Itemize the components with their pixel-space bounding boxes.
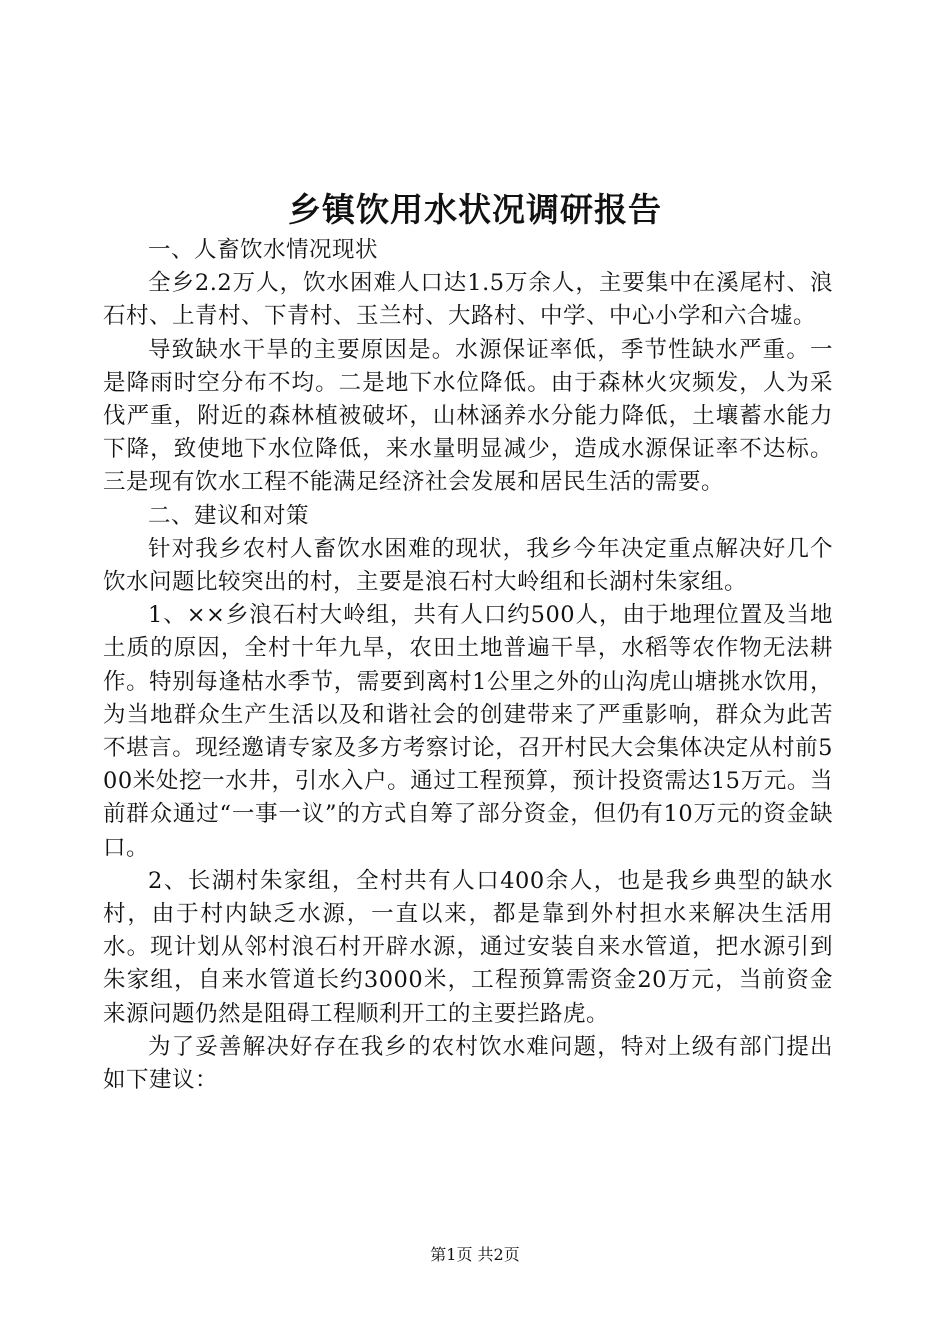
paragraph-proposal-intro: 为了妥善解决好存在我乡的农村饮水难问题，特对上级有部门提出如下建议： xyxy=(103,1033,833,1094)
section-heading-suggestions: 二、建议和对策 xyxy=(148,502,310,529)
paragraph-plan: 针对我乡农村人畜饮水困难的现状，我乡今年决定重点解决好几个饮水问题比较突出的村，主要是浪石村大岭组和长湖村朱家组。 xyxy=(103,535,833,596)
document-body xyxy=(103,234,833,1097)
page-footer: 第1页 共2页 xyxy=(430,1245,520,1264)
document-title: 乡镇饮用水状况调研报告 xyxy=(288,190,662,229)
paragraph-changhu-village: 2、长湖村朱家组，全村共有人口400余人，也是我乡典型的缺水村，由于村内缺乏水源，一直以来，都是靠到外村担水来解决生活用水。现计划从邻村浪石村开辟水源，通过安装自来水管道，把水源引到朱家组，自来水管道长约3000米，工程预算需资金20万元，当前资金来源问题仍然是阻碍工程顺利开工的主要拦路虎。 xyxy=(103,867,833,1027)
paragraph-langshi-village: 1、××乡浪石村大岭组，共有人口约500人，由于地理位置及当地土质的原因，全村十年九旱，农田土地普遍干旱，水稻等农作物无法耕作。特别每逢枯水季节，需要到离村1公里之外的山沟虎山塘挑水饮用，为当地群众生产生活以及和谐社会的创建带来了严重影响，群众为此苦不堪言。现经邀请专家及多方考察讨论，召开村民大会集体决定从村前500米处挖一水井，引水入户。通过工程预算，预计投资需达15万元。当前群众通过“一事一议”的方式自筹了部分资金，但仍有10万元的资金缺口。 xyxy=(103,602,833,861)
section-heading-status: 一、人畜饮水情况现状 xyxy=(148,237,379,263)
paragraph-population: 全乡2.2万人，饮水困难人口达1.5万余人，主要集中在溪尾村、浪石村、上青村、下青村、玉兰村、大路村、中学、中心小学和六合墟。 xyxy=(103,270,833,330)
paragraph-causes: 导致缺水干旱的主要原因是。水源保证率低，季节性缺水严重。一是降雨时空分布不均。二是地下水位降低。由于森林火灾频发，人为采伐严重，附近的森林植被破坏，山林涵养水分能力降低，土壤蓄水能力下降，致使地下水位降低，来水量明显减少，造成水源保证率不达标。三是现有饮水工程不能满足经济社会发展和居民生活的需要。 xyxy=(103,336,833,496)
